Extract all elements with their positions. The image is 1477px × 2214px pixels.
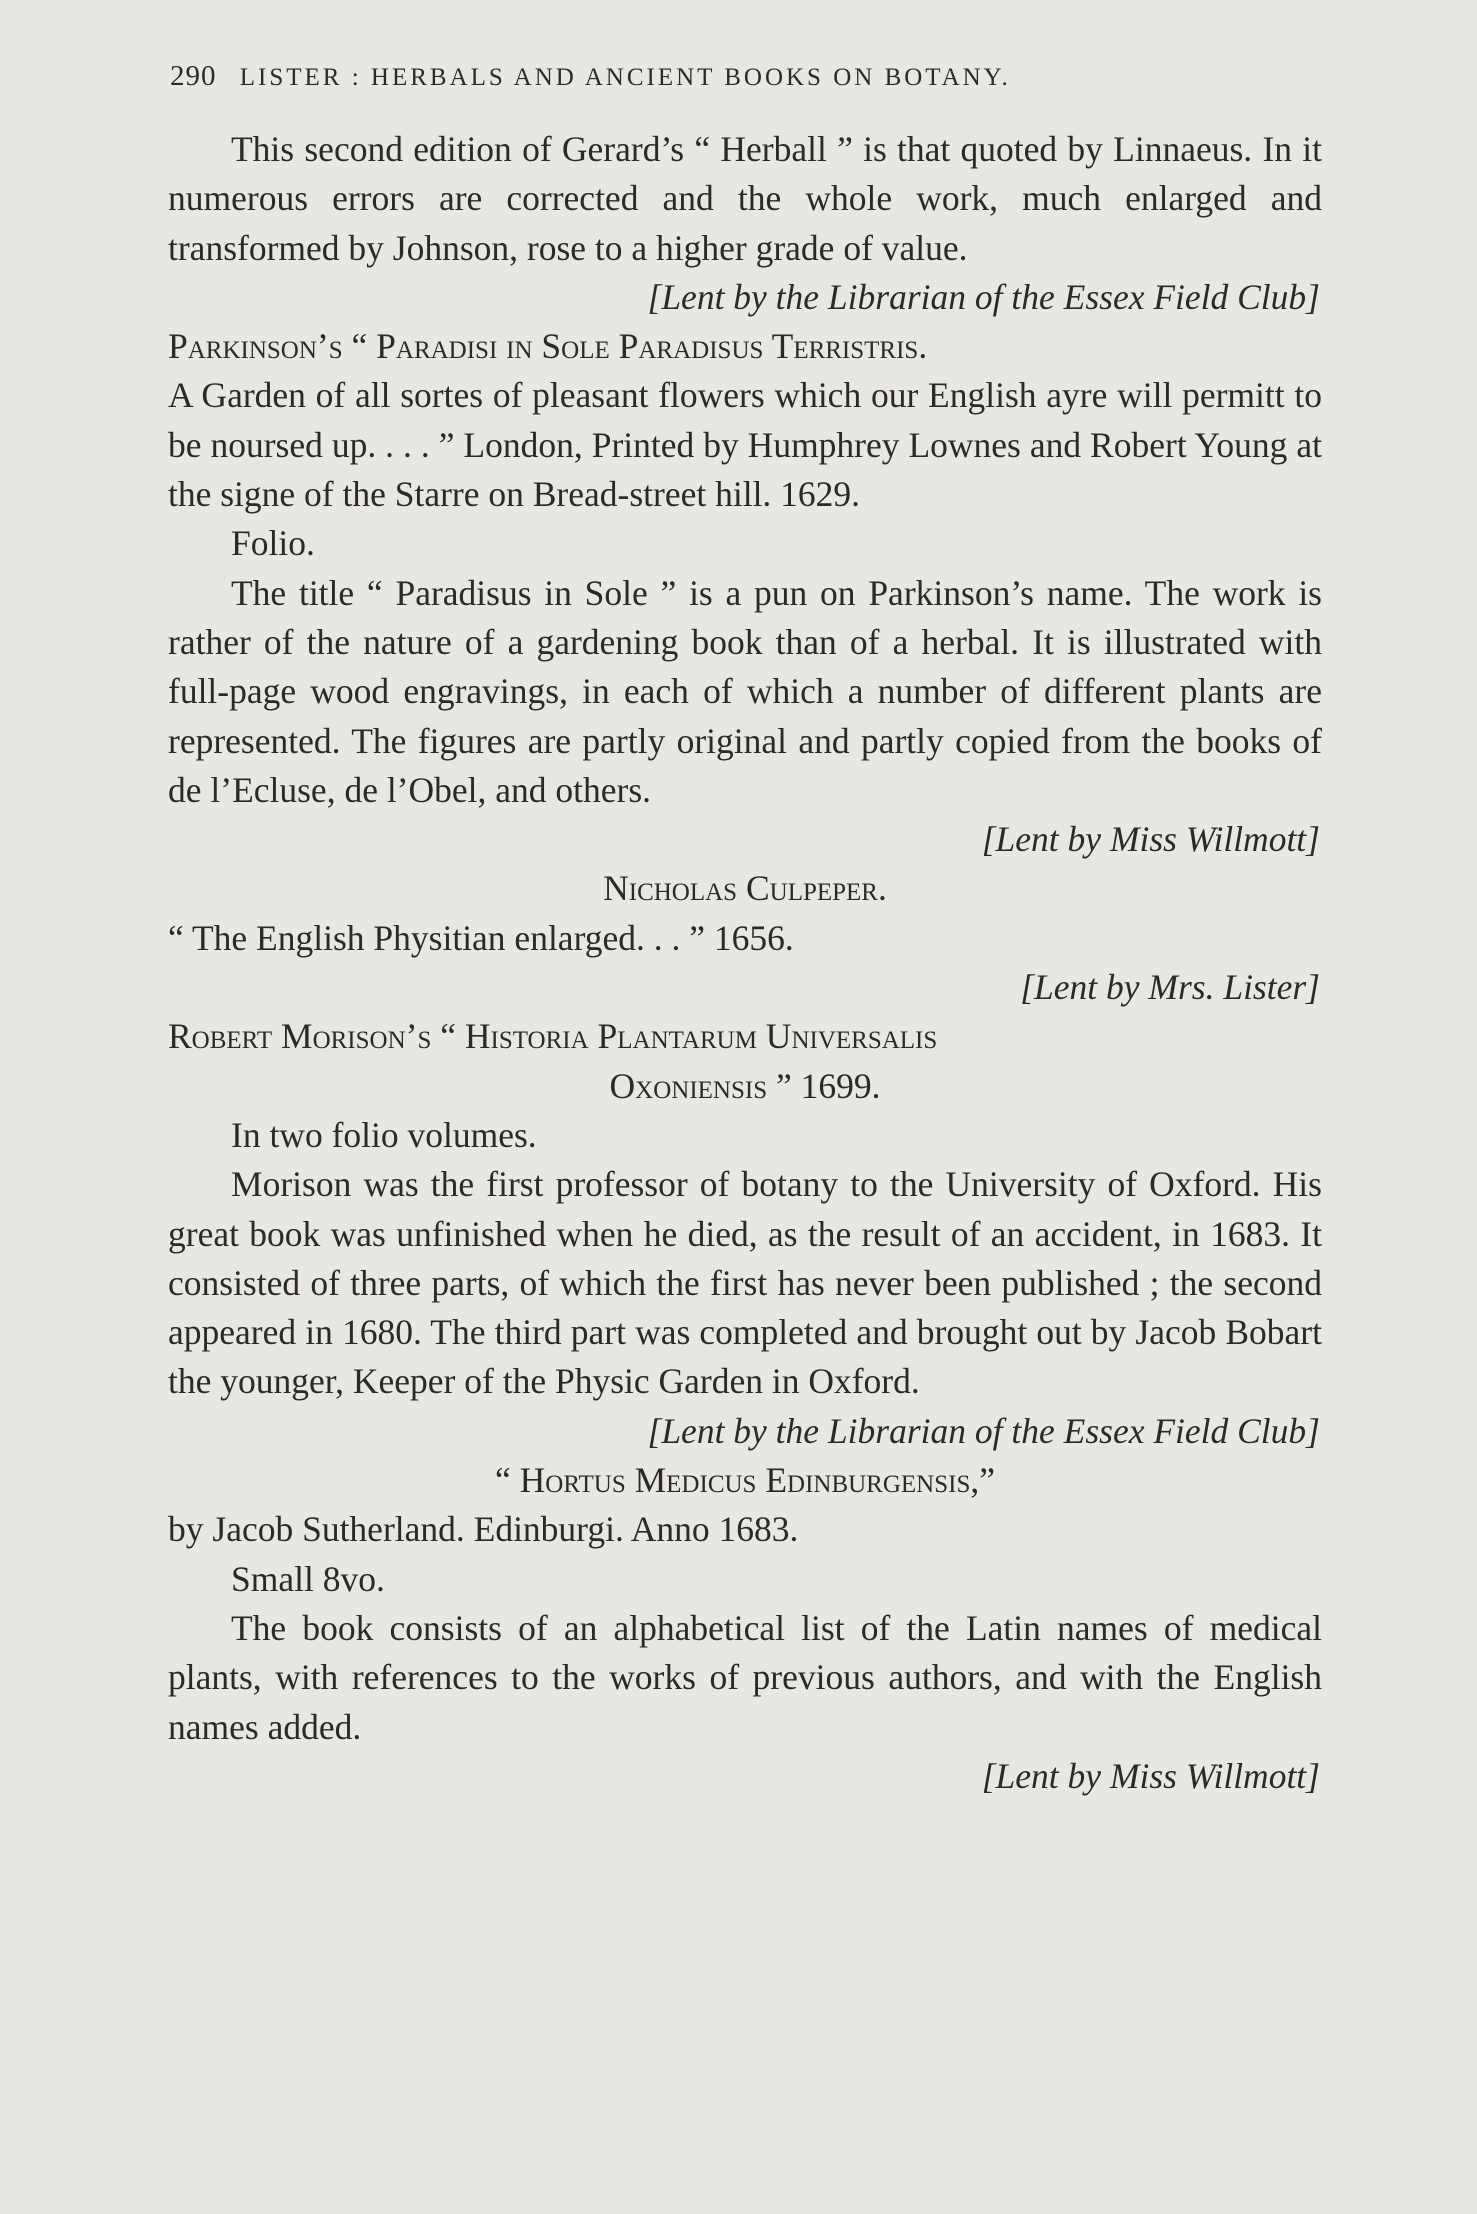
sutherland-format: Small 8vo.: [231, 1558, 385, 1599]
sutherland-heading: “ Hortus Medicus Edinburgensis,”: [495, 1460, 995, 1501]
morison-paragraph: Morison was the first professor of botany to the University of Oxford. His great book was unfinished when he died, as the result of an accident, in 1683. It consisted of three parts, of which the first has never been published ; the second appeared in 1680. The third part was completed and brought out by Jacob Bobart the younger, Keeper of the Physic Garden in Oxford.: [168, 1164, 1322, 1402]
morison-title-line1: Robert Morison’s “ Historia Plantarum Universalis: [168, 1016, 938, 1057]
gerard-paragraph: This second edition of Gerard’s “ Herball ” is that quoted by Linnaeus. In it numerous errors are corrected and the whole work, much enlarged and transformed by Johnson, rose to a higher grade of value.: [168, 129, 1322, 268]
culpeper-credit: [Lent by Mrs. Lister]: [1020, 967, 1320, 1008]
parkinson-title: Parkinson’s “ Paradisi in Sole Paradisus Terristris.: [168, 326, 928, 367]
morison-title-line2: Oxoniensis ” 1699.: [609, 1065, 881, 1106]
page-body: [168, 125, 1322, 1801]
parkinson-paragraph: The title “ Paradisus in Sole ” is a pun on Parkinson’s name. The work is rather of the nature of a gardening book than of a herbal. It is illustrated with full-page wood engravings, in each of which a number of different plants are represented. The figures are partly original and partly copied from the books of de l’Ecluse, de l’Obel, and others.: [168, 572, 1322, 810]
running-head: [170, 60, 1322, 93]
morison-credit: [Lent by the Librarian of the Essex Field Club]: [647, 1410, 1320, 1451]
sutherland-credit: [Lent by Miss Willmott]: [981, 1755, 1320, 1796]
culpeper-heading: Nicholas Culpeper.: [603, 868, 887, 909]
running-title: LISTER : HERBALS AND ANCIENT BOOKS ON BOTANY.: [239, 64, 1011, 91]
gerard-credit: [Lent by the Librarian of the Essex Field Club]: [647, 276, 1320, 317]
parkinson-title-rest: A Garden of all sortes of pleasant flowers which our English ayre will permitt to be noursed up. . . . ” London, Printed by Humphrey Lownes and Robert Young at the signe of the Starre on Bread-street hill. 1629.: [168, 375, 1322, 515]
sutherland-imprint: by Jacob Sutherland. Edinburgi. Anno 1683.: [168, 1509, 799, 1550]
parkinson-format: Folio.: [231, 523, 315, 564]
morison-format: In two folio volumes.: [231, 1114, 537, 1155]
sutherland-paragraph: The book consists of an alphabetical list of the Latin names of medical plants, with references to the works of previous authors, and with the English names added.: [168, 1607, 1322, 1747]
culpeper-title: “ The English Physitian enlarged. . . ” 1656.: [168, 917, 794, 958]
parkinson-credit: [Lent by Miss Willmott]: [981, 819, 1320, 860]
page-number: 290: [170, 60, 217, 92]
